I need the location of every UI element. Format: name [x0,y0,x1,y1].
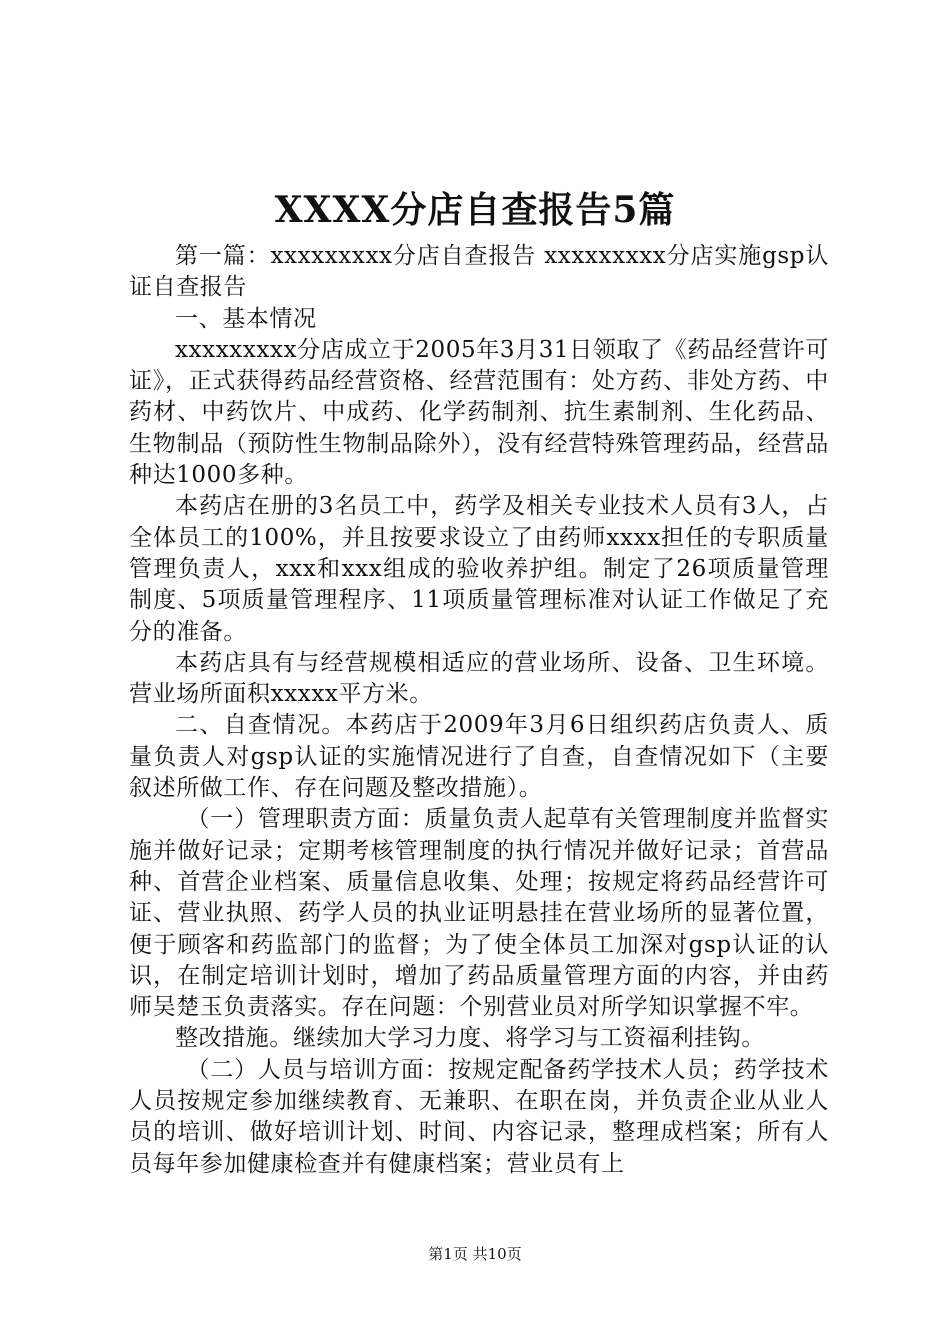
page-number-footer: 第1页 共10页 [428,1245,522,1263]
paragraph-staff: 本药店在册的3名员工中，药学及相关专业技术人员有3人，占全体员工的100%，并且按要求设立了由药师xxxx担任的专职质量管理负责人，xxx和xxx组成的验收养护组。制定了26项质量管理制度、5项质量管理程序、11项质量管理标准对认证工作做足了充分的准备。 [129,493,829,645]
document-body [129,241,829,1180]
paragraph-store-info: xxxxxxxxx分店成立于2005年3月31日领取了《药品经营许可证》，正式获得药品经营资格、经营范围有：处方药、非处方药、中药材、中药饮片、中成药、化学药制剂、抗生素制剂、生化药品、生物制品（预防性生物制品除外），没有经营特殊管理药品，经营品种达1000多种。 [129,336,829,489]
paragraph-premises: 本药店具有与经营规模相适应的营业场所、设备、卫生环境。营业场所面积xxxxx平方米。 [129,649,829,708]
paragraph-management: （一）管理职责方面：质量负责人起草有关管理制度并监督实施并做好记录；定期考核管理制度的执行情况并做好记录；首营品种、首营企业档案、质量信息收集、处理；按规定将药品经营许可证、营业执照、药学人员的执业证明悬挂在营业场所的显著位置，便于顾客和药监部门的监督；为了使全体员工加深对gsp认证的认识，在制定培训计划时，增加了药品质量管理方面的内容，并由药师吴楚玉负责落实。存在问题：个别营业员对所学知识掌握不牢。 [129,806,829,1021]
paragraph-personnel: （二）人员与培训方面：按规定配备药学技术人员；药学技术人员按规定参加继续教育、无兼职、在职在岗，并负责企业从业人员的培训、做好培训计划、时间、内容记录，整理成档案；所有人员每年参加健康检查并有健康档案；营业员有上 [129,1056,829,1177]
document-title: XXXX分店自查报告5篇 [274,189,676,231]
paragraph-rectification: 整改措施。继续加大学习力度、将学习与工资福利挂钩。 [175,1025,765,1052]
paragraph-heading-part1: 第一篇：xxxxxxxxx分店自查报告 xxxxxxxxx分店实施gsp认证自查报告 [129,243,829,301]
paragraph-self-check: 二、自查情况。本药店于2009年3月6日组织药店负责人、质量负责人对gsp认证的实施情况进行了自查，自查情况如下（主要叙述所做工作、存在问题及整改措施）。 [129,712,829,802]
paragraph-section-basic: 一、基本情况 [175,305,317,332]
